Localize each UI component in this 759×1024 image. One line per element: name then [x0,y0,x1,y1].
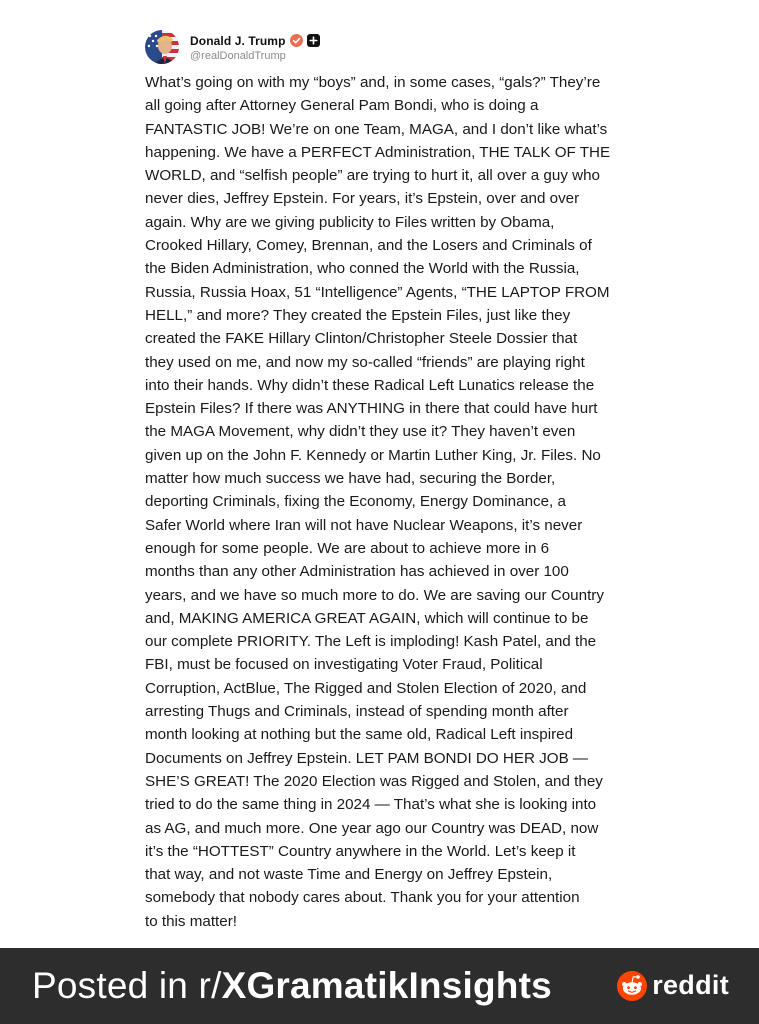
reddit-snoo-icon [617,971,647,1001]
reddit-wordmark: reddit [652,970,729,1000]
verified-badge-icon [290,34,303,47]
post-body-text: What’s going on with my “boys” and, in some cases, “gals?” They’re all going after Attorney General Pam Bondi, who is doing a FANTASTIC JOB! We’re on one Team, MAGA, and I don’t like what’s happening. We have a PERFECT Administration, THE TALK OF THE WORLD, and “selfish people” are trying to hurt it, all over a guy who never dies, Jeffrey Epstein. For years, it’s Epstein, over and over again. Why are we giving publicity to Files written by Obama, Crooked Hillary, Comey, Brennan, and the Losers and Criminals of the Biden Administration, who conned the World with the Russia, Russia, Russia Hoax, 51 “Intelligence” Agents, “THE LAPTOP FROM HELL,” and more? They created the Epstein Files, just like they created the FAKE Hillary Clinton/Christopher Steele Dossier that they used on me, and now my so-called “friends” are playing right into their hands. Why didn’t these Radical Left Lunatics release the Epstein Files? If there was ANYTHING in there that could have hurt the MAGA Movement, why didn’t they use it? They haven’t even given up on the John F. Kennedy or Martin Luther King, Jr. Files. No matter how much success we have had, securing the Border, deporting Criminals, fixing the Economy, Energy Dominance, a Safer World where Iran will not have Nuclear Weapons, it’s never enough for some people. We are about to achieve more in 6 months than any other Administration has achieved in over 100 years, and we have so much more to do. We are saving our Country and, MAKING AMERICA GREAT AGAIN, which will continue to be our complete PRIORITY. The Left is imploding! Kash Patel, and the FBI, must be focused on investigating Voter Fraud, Political Corruption, ActBlue, The Rigged and Stolen Election of 2020, and arresting Thugs and Criminals, instead of spending month after month looking at nothing but the same old, Radical Left inspired Documents on Jeffrey Epstein. LET PAM BONDI DO HER JOB — SHE’S GREAT! The 2020 Election was Rigged and Stolen, and they tried to do the same thing in 2024 — That’s what she is looking into as AG, and much more. One year ago our Country was DEAD, now it’s the “HOTTEST” Country anywhere in the World. Let’s keep it that way, and not waste Time and Energy on Jeffrey Epstein, somebody that nobody cares about. Thank you for your attention to this matter! [145,74,611,930]
avatar[interactable] [145,30,179,64]
author-display-name[interactable]: Donald J. Trump [190,33,286,48]
subreddit-name[interactable]: XGramatikInsights [221,965,552,1006]
plus-badge-icon [307,34,320,47]
author-names [190,32,320,62]
posted-in-label [32,965,552,1007]
author-name-row [190,32,320,49]
author-handle[interactable]: @realDonaldTrump [190,50,286,62]
reddit-logo[interactable] [617,970,729,1001]
reddit-footer-banner [0,948,759,1024]
post-header [145,27,320,67]
posted-in-prefix: Posted in r/ [32,965,222,1006]
